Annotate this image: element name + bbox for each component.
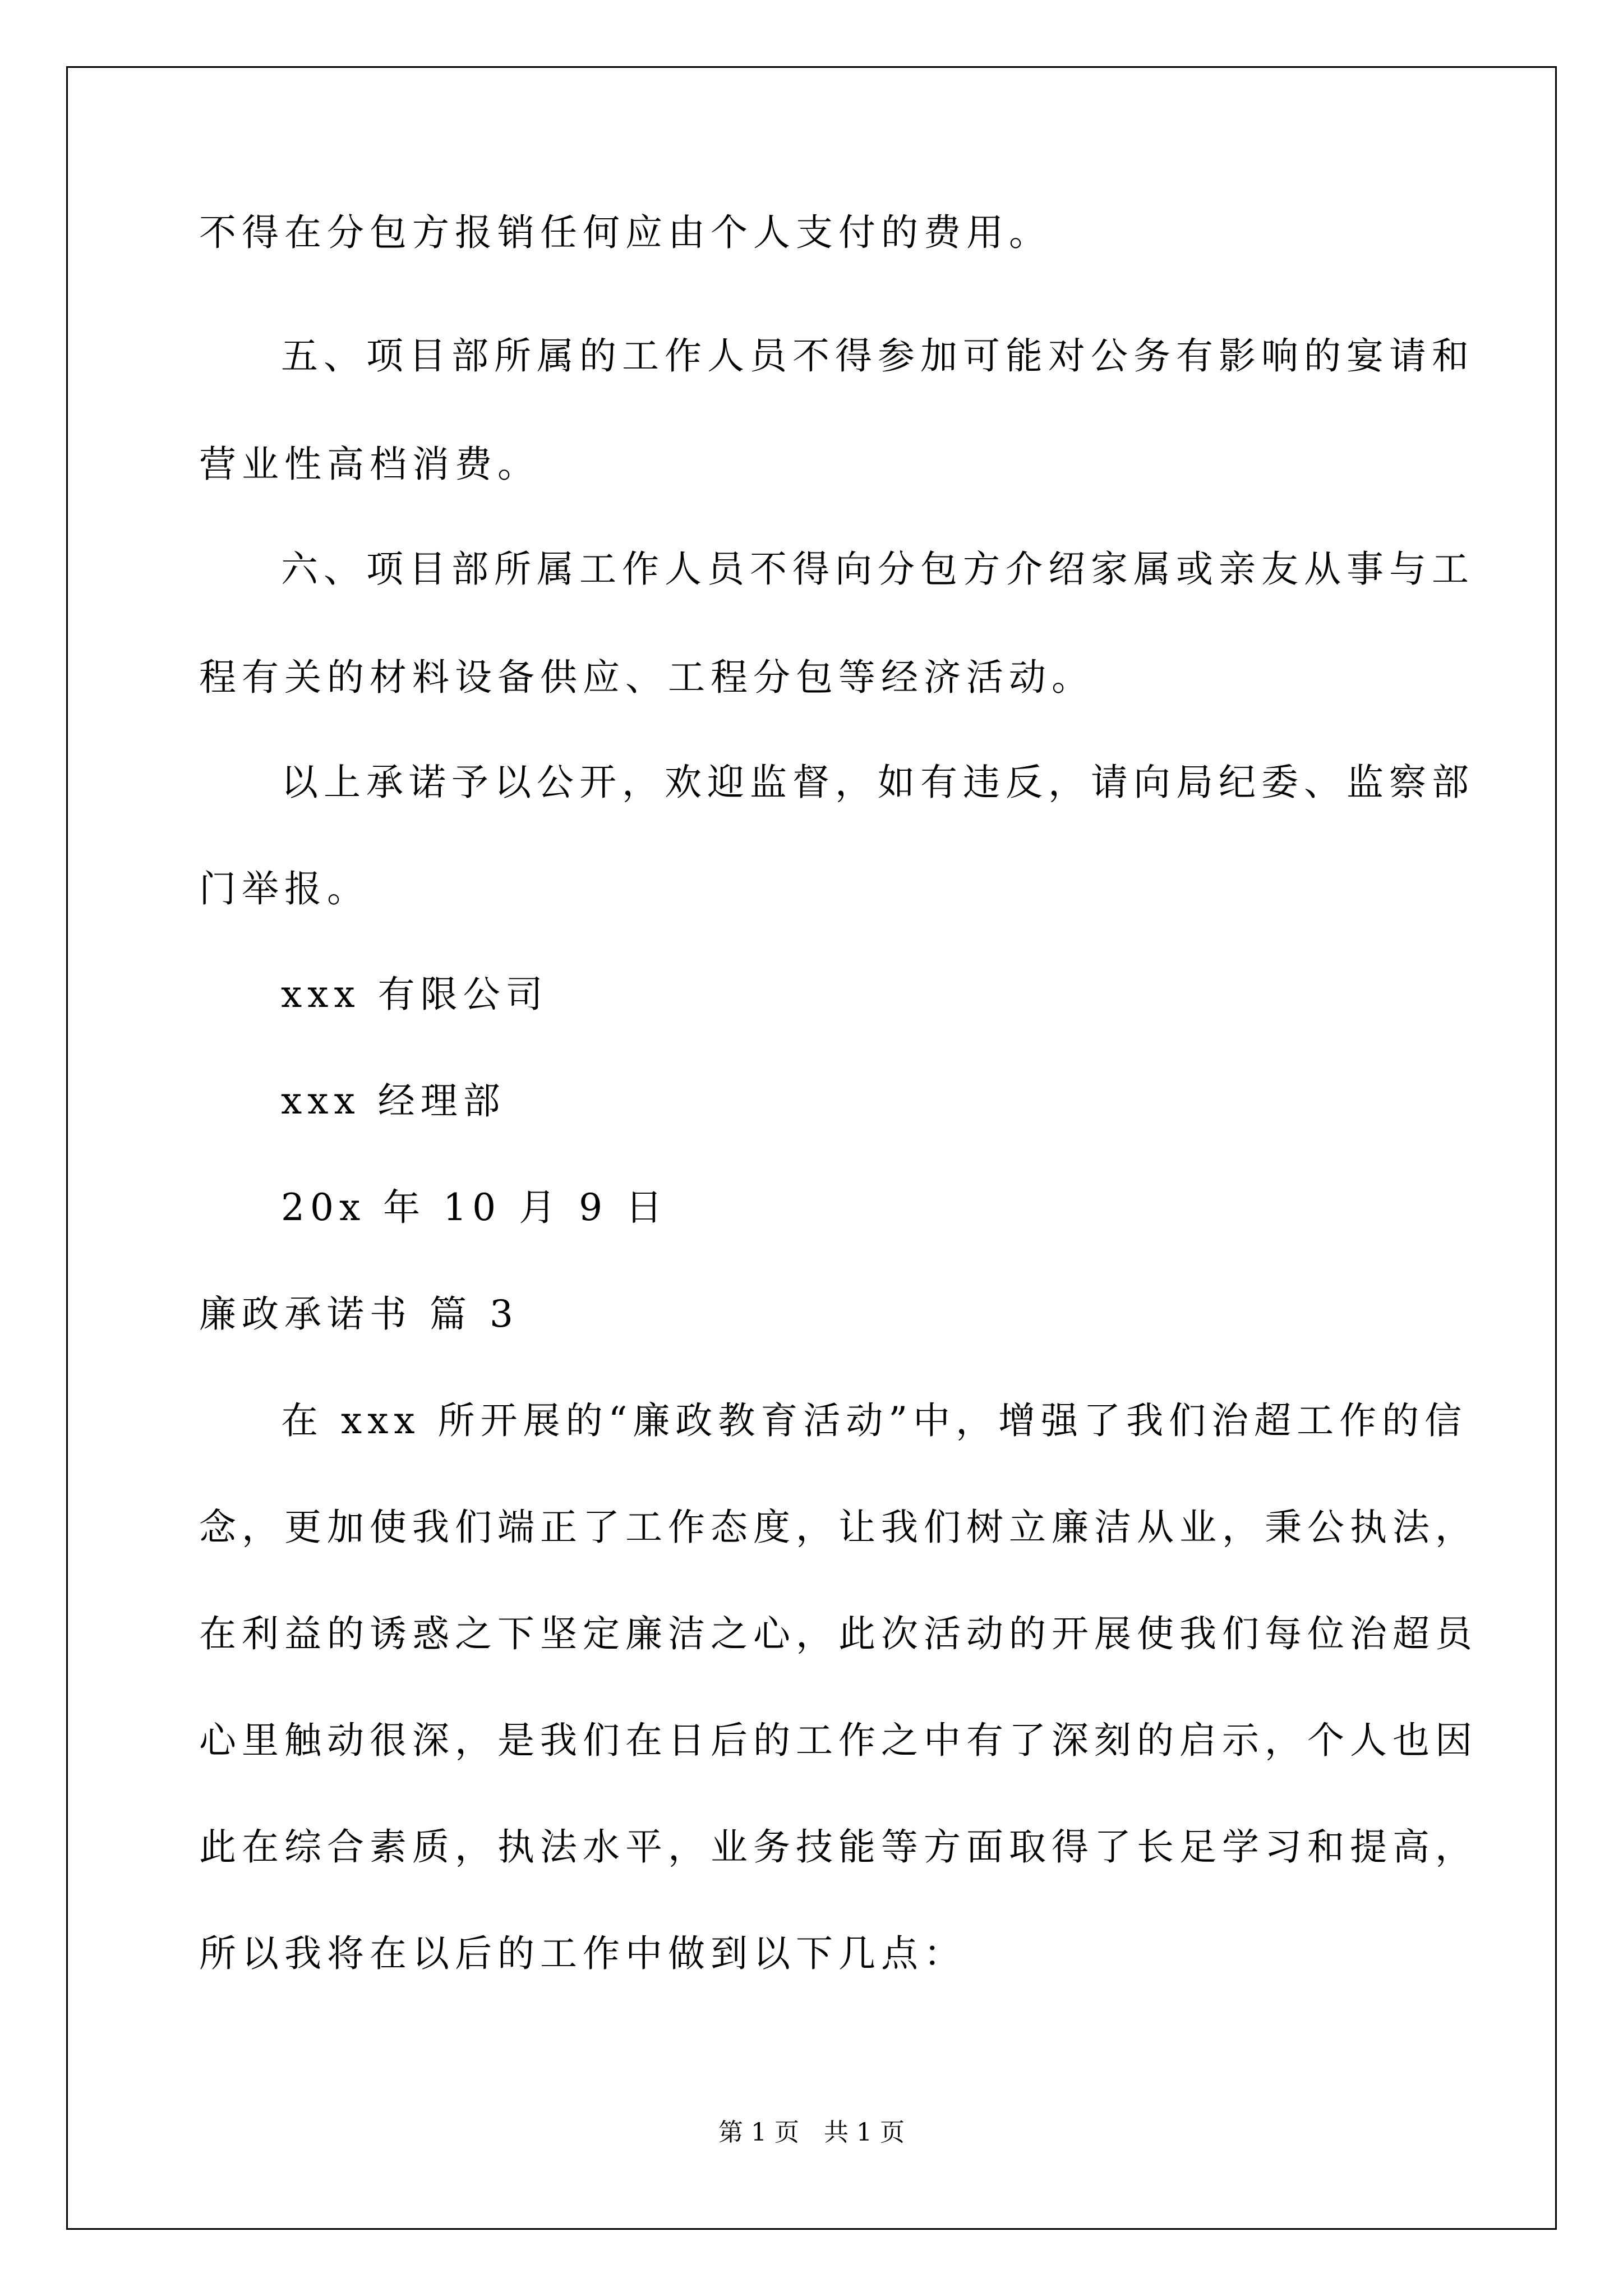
- text-line: 六、项目部所属工作人员不得向分包方介绍家属或亲友从事与工: [281, 547, 1474, 591]
- text-line: 念，更加使我们端正了工作态度，让我们树立廉洁从业，秉公执法，: [199, 1506, 1478, 1549]
- text-line: 在 xxx 所开展的“廉政教育活动”中，增强了我们治超工作的信: [281, 1399, 1468, 1442]
- text-line: 此在综合素质，执法水平，业务技能等方面取得了长足学习和提高，: [199, 1825, 1478, 1869]
- section-heading: 廉政承诺书 篇 3: [199, 1292, 519, 1336]
- page-frame: [66, 66, 1557, 2230]
- date: 20x 年 10 月 9 日: [281, 1186, 668, 1229]
- text-line: 门举报。: [199, 867, 370, 910]
- text-line: 不得在分包方报销任何应由个人支付的费用。: [199, 211, 1052, 254]
- text-line: 五、项目部所属的工作人员不得参加可能对公务有影响的宴请和: [281, 334, 1474, 378]
- text-line: 所以我将在以后的工作中做到以下几点：: [199, 1932, 966, 1975]
- text-line: 以上承诺予以公开，欢迎监督，如有违反，请向局纪委、监察部: [281, 761, 1474, 804]
- page-number: 第 1 页 共 1 页: [718, 2118, 905, 2147]
- text-line: 在利益的诱惑之下坚定廉洁之心，此次活动的开展使我们每位治超员: [199, 1612, 1478, 1655]
- department-name: xxx 经理部: [281, 1079, 506, 1122]
- text-line: 营业性高档消费。: [199, 443, 540, 486]
- company-name: xxx 有限公司: [281, 973, 548, 1016]
- text-line: 程有关的材料设备供应、工程分包等经济活动。: [199, 656, 1094, 699]
- text-line: 心里触动很深，是我们在日后的工作之中有了深刻的启示，个人也因: [199, 1719, 1478, 1762]
